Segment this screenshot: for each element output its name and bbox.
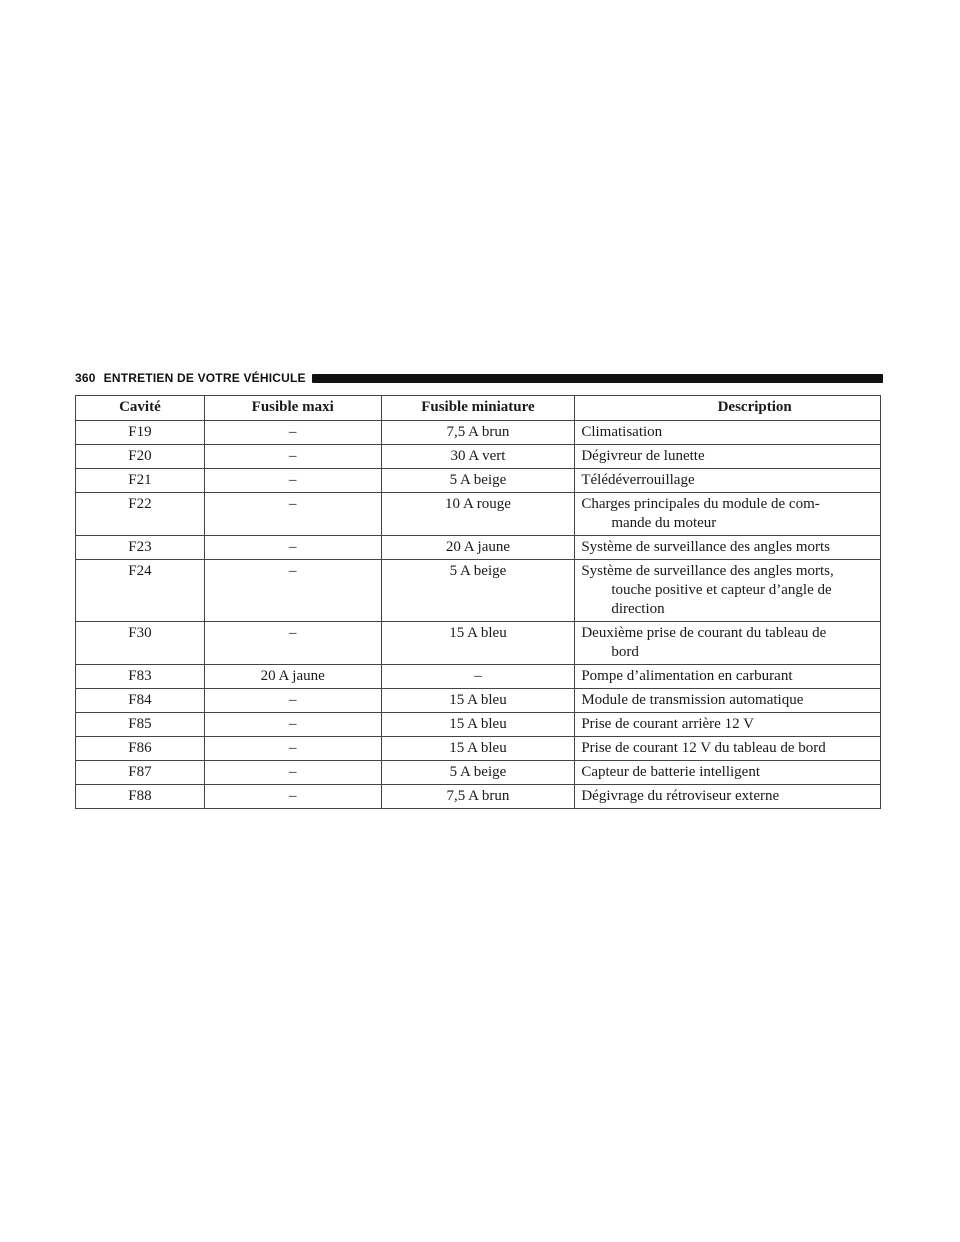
column-header-cavite: Cavité xyxy=(76,396,205,421)
table-row xyxy=(76,737,881,761)
cell-fusible-maxi: – xyxy=(204,689,381,713)
cell-cavite: F87 xyxy=(76,761,205,785)
cell-description xyxy=(575,560,881,622)
cell-cavite: F22 xyxy=(76,493,205,536)
description-line: Système de surveillance des angles morts xyxy=(581,539,831,555)
table-row xyxy=(76,785,881,809)
table-header-row xyxy=(76,396,881,421)
cell-description xyxy=(575,665,881,689)
description-line: Dégivreur de lunette xyxy=(581,448,705,464)
table-row xyxy=(76,493,881,536)
description-line: Prise de courant arrière 12 V xyxy=(581,716,754,732)
description-line: mande du moteur xyxy=(611,515,717,531)
cell-fusible-miniature: 5 A beige xyxy=(381,761,575,785)
cell-cavite: F30 xyxy=(76,622,205,665)
table-row xyxy=(76,761,881,785)
cell-fusible-maxi: – xyxy=(204,560,381,622)
description-line: Dégivrage du rétroviseur externe xyxy=(581,788,780,804)
cell-fusible-miniature: – xyxy=(381,665,575,689)
cell-fusible-miniature: 30 A vert xyxy=(381,445,575,469)
cell-cavite: F85 xyxy=(76,713,205,737)
cell-fusible-miniature: 15 A bleu xyxy=(381,689,575,713)
cell-cavite: F88 xyxy=(76,785,205,809)
cell-fusible-maxi: – xyxy=(204,421,381,445)
cell-description xyxy=(575,622,881,665)
table-row xyxy=(76,445,881,469)
cell-fusible-maxi: – xyxy=(204,785,381,809)
cell-cavite: F19 xyxy=(76,421,205,445)
column-header-fusible-maxi: Fusible maxi xyxy=(204,396,381,421)
description-line: Module de transmission automatique xyxy=(581,692,804,708)
cell-description xyxy=(575,689,881,713)
section-title: ENTRETIEN DE VOTRE VÉHICULE xyxy=(103,371,306,385)
cell-cavite: F83 xyxy=(76,665,205,689)
table-row xyxy=(76,713,881,737)
header-rule xyxy=(312,374,883,383)
table-row xyxy=(76,469,881,493)
page-header xyxy=(75,368,883,388)
cell-fusible-maxi: – xyxy=(204,761,381,785)
table-row xyxy=(76,689,881,713)
cell-cavite: F84 xyxy=(76,689,205,713)
table-row xyxy=(76,536,881,560)
table-row xyxy=(76,560,881,622)
description-line: Télédéverrouillage xyxy=(581,472,695,488)
cell-fusible-maxi: – xyxy=(204,737,381,761)
description-line: Pompe d’alimentation en carburant xyxy=(581,668,793,684)
cell-fusible-miniature: 5 A beige xyxy=(381,469,575,493)
table-row xyxy=(76,665,881,689)
cell-fusible-miniature: 15 A bleu xyxy=(381,622,575,665)
column-header-description: Description xyxy=(575,396,881,421)
column-header-fusible-miniature: Fusible miniature xyxy=(381,396,575,421)
cell-description xyxy=(575,445,881,469)
cell-fusible-maxi: 20 A jaune xyxy=(204,665,381,689)
cell-cavite: F21 xyxy=(76,469,205,493)
cell-cavite: F23 xyxy=(76,536,205,560)
cell-description xyxy=(575,493,881,536)
cell-fusible-miniature: 10 A rouge xyxy=(381,493,575,536)
cell-fusible-maxi: – xyxy=(204,445,381,469)
cell-fusible-miniature: 7,5 A brun xyxy=(381,421,575,445)
page-number: 360 xyxy=(75,371,96,385)
cell-fusible-miniature: 5 A beige xyxy=(381,560,575,622)
table-row xyxy=(76,421,881,445)
cell-description xyxy=(575,761,881,785)
cell-description xyxy=(575,713,881,737)
cell-fusible-miniature: 15 A bleu xyxy=(381,737,575,761)
description-line: bord xyxy=(611,644,639,660)
description-line: touche positive et capteur d’angle de xyxy=(611,582,832,598)
description-line: Capteur de batterie intelligent xyxy=(581,764,761,780)
description-line: Climatisation xyxy=(581,424,663,440)
cell-description xyxy=(575,469,881,493)
cell-fusible-miniature: 7,5 A brun xyxy=(381,785,575,809)
fuse-table xyxy=(75,395,881,809)
cell-fusible-maxi: – xyxy=(204,622,381,665)
cell-fusible-maxi: – xyxy=(204,713,381,737)
description-line: Prise de courant 12 V du tableau de bord xyxy=(581,740,826,756)
cell-fusible-maxi: – xyxy=(204,536,381,560)
cell-cavite: F20 xyxy=(76,445,205,469)
table-body xyxy=(76,421,881,809)
description-line: Charges principales du module de com- xyxy=(581,496,820,512)
cell-fusible-maxi: – xyxy=(204,493,381,536)
cell-cavite: F24 xyxy=(76,560,205,622)
description-line: Deuxième prise de courant du tableau de xyxy=(581,625,827,641)
description-line: direction xyxy=(611,601,665,617)
cell-description xyxy=(575,737,881,761)
cell-description xyxy=(575,421,881,445)
cell-fusible-maxi: – xyxy=(204,469,381,493)
description-line: Système de surveillance des angles morts, xyxy=(581,563,834,579)
cell-fusible-miniature: 20 A jaune xyxy=(381,536,575,560)
cell-cavite: F86 xyxy=(76,737,205,761)
cell-description xyxy=(575,785,881,809)
cell-description xyxy=(575,536,881,560)
table-row xyxy=(76,622,881,665)
cell-fusible-miniature: 15 A bleu xyxy=(381,713,575,737)
